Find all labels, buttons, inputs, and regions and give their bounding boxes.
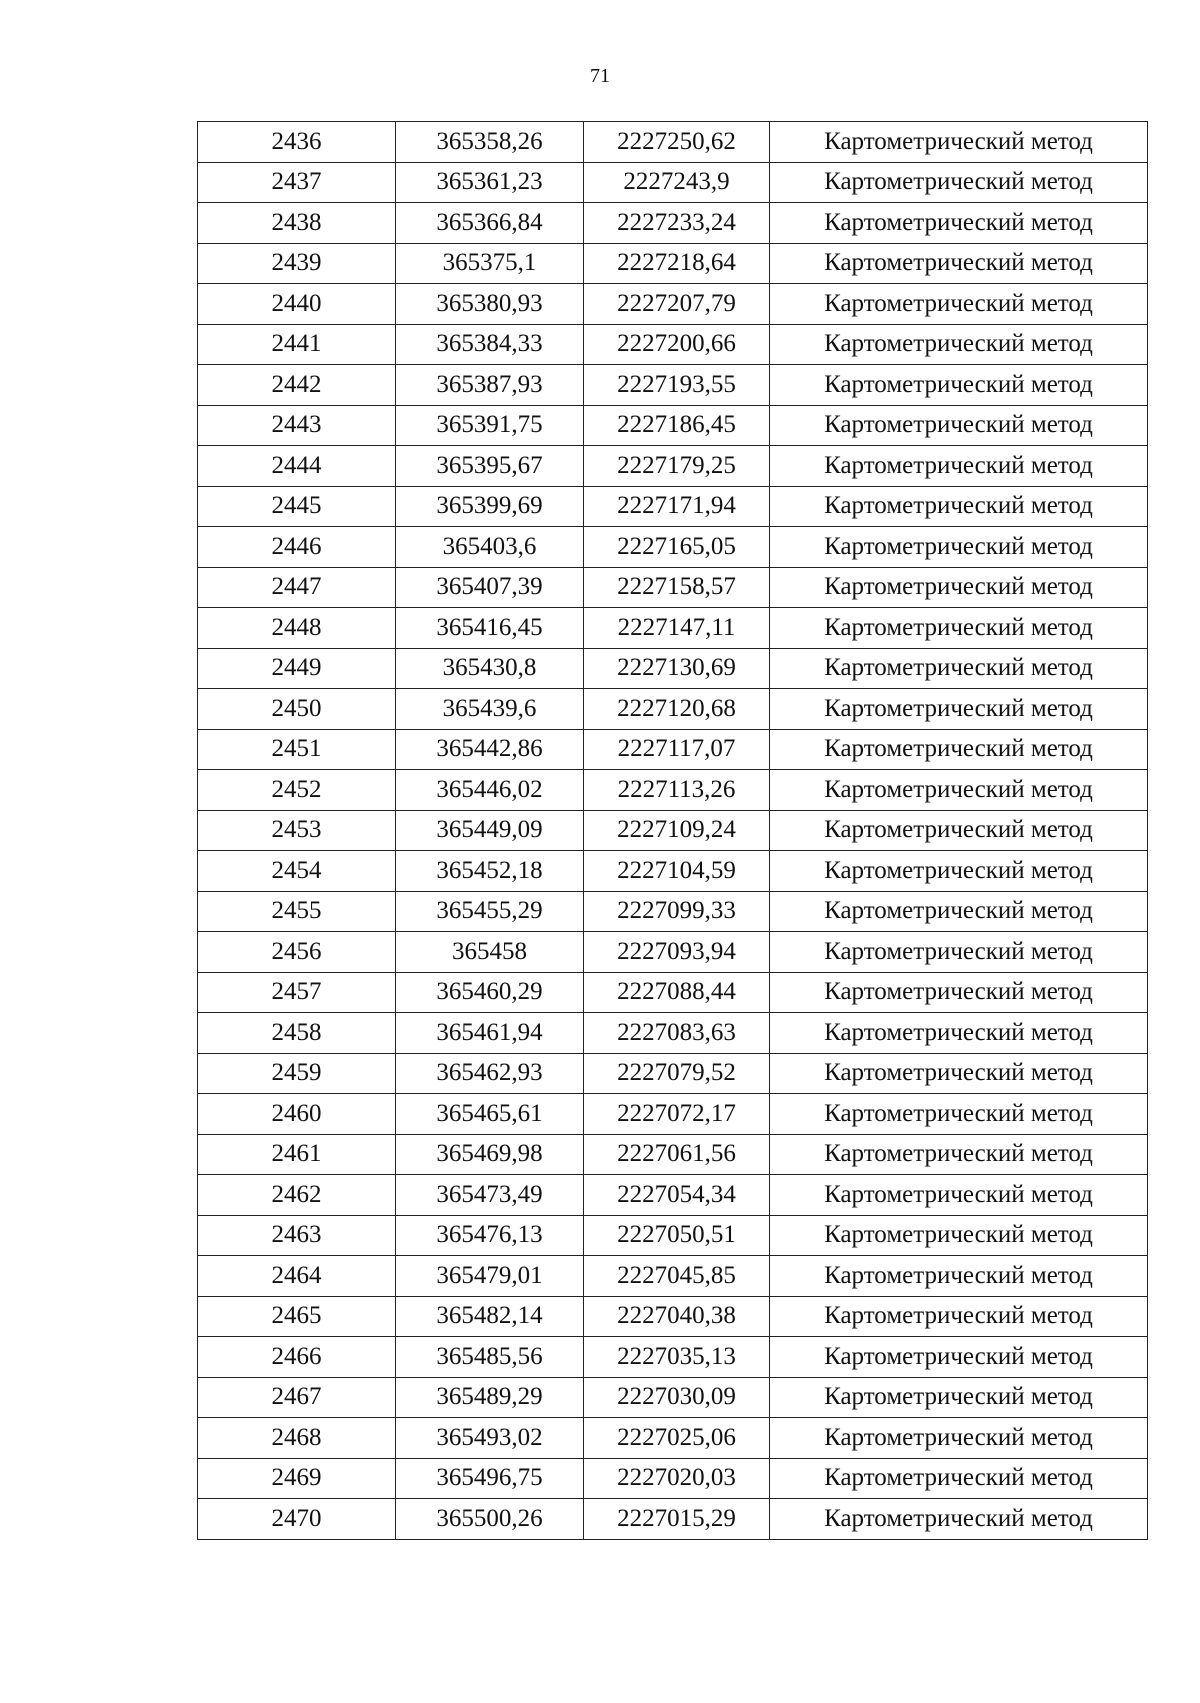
y-coordinate-cell: 2227104,59 (584, 851, 770, 892)
table-row (198, 1053, 1148, 1094)
table-row (198, 284, 1148, 325)
method-cell: Картометрический метод (770, 608, 1148, 649)
y-coordinate-cell: 2227040,38 (584, 1296, 770, 1337)
table-row (198, 932, 1148, 973)
method-cell: Картометрический метод (770, 365, 1148, 406)
y-coordinate-cell: 2227186,45 (584, 405, 770, 446)
x-coordinate-cell: 365358,26 (396, 122, 584, 163)
table-row (198, 527, 1148, 568)
y-coordinate-cell: 2227099,33 (584, 891, 770, 932)
table-row (198, 891, 1148, 932)
y-coordinate-cell: 2227158,57 (584, 567, 770, 608)
table-row (198, 770, 1148, 811)
y-coordinate-cell: 2227193,55 (584, 365, 770, 406)
method-cell: Картометрический метод (770, 122, 1148, 163)
point-number-cell: 2437 (198, 162, 396, 203)
table-row (198, 1418, 1148, 1459)
table-row (198, 243, 1148, 284)
page-number: 71 (590, 65, 610, 87)
y-coordinate-cell: 2227243,9 (584, 162, 770, 203)
x-coordinate-cell: 365380,93 (396, 284, 584, 325)
table-row (198, 1499, 1148, 1540)
y-coordinate-cell: 2227030,09 (584, 1377, 770, 1418)
table-row (198, 648, 1148, 689)
x-coordinate-cell: 365361,23 (396, 162, 584, 203)
point-number-cell: 2451 (198, 729, 396, 770)
x-coordinate-cell: 365452,18 (396, 851, 584, 892)
y-coordinate-cell: 2227083,63 (584, 1013, 770, 1054)
y-coordinate-cell: 2227218,64 (584, 243, 770, 284)
y-coordinate-cell: 2227113,26 (584, 770, 770, 811)
point-number-cell: 2463 (198, 1215, 396, 1256)
point-number-cell: 2450 (198, 689, 396, 730)
method-cell: Картометрический метод (770, 689, 1148, 730)
x-coordinate-cell: 365399,69 (396, 486, 584, 527)
method-cell: Картометрический метод (770, 486, 1148, 527)
method-cell: Картометрический метод (770, 1458, 1148, 1499)
y-coordinate-cell: 2227109,24 (584, 810, 770, 851)
method-cell: Картометрический метод (770, 1053, 1148, 1094)
method-cell: Картометрический метод (770, 324, 1148, 365)
point-number-cell: 2470 (198, 1499, 396, 1540)
method-cell: Картометрический метод (770, 284, 1148, 325)
point-number-cell: 2468 (198, 1418, 396, 1459)
x-coordinate-cell: 365462,93 (396, 1053, 584, 1094)
method-cell: Картометрический метод (770, 1175, 1148, 1216)
y-coordinate-cell: 2227120,68 (584, 689, 770, 730)
y-coordinate-cell: 2227200,66 (584, 324, 770, 365)
point-number-cell: 2436 (198, 122, 396, 163)
x-coordinate-cell: 365391,75 (396, 405, 584, 446)
y-coordinate-cell: 2227072,17 (584, 1094, 770, 1135)
method-cell: Картометрический метод (770, 243, 1148, 284)
x-coordinate-cell: 365387,93 (396, 365, 584, 406)
method-cell: Картометрический метод (770, 1215, 1148, 1256)
table-row (198, 1296, 1148, 1337)
point-number-cell: 2457 (198, 972, 396, 1013)
table-row (198, 1458, 1148, 1499)
x-coordinate-cell: 365458 (396, 932, 584, 973)
method-cell: Картометрический метод (770, 972, 1148, 1013)
x-coordinate-cell: 365455,29 (396, 891, 584, 932)
point-number-cell: 2442 (198, 365, 396, 406)
table-row (198, 162, 1148, 203)
x-coordinate-cell: 365366,84 (396, 203, 584, 244)
point-number-cell: 2455 (198, 891, 396, 932)
table-row (198, 729, 1148, 770)
point-number-cell: 2461 (198, 1134, 396, 1175)
y-coordinate-cell: 2227088,44 (584, 972, 770, 1013)
point-number-cell: 2456 (198, 932, 396, 973)
y-coordinate-cell: 2227061,56 (584, 1134, 770, 1175)
table-row (198, 972, 1148, 1013)
point-number-cell: 2452 (198, 770, 396, 811)
coordinates-table-body (198, 122, 1148, 1540)
x-coordinate-cell: 365407,39 (396, 567, 584, 608)
table-row (198, 203, 1148, 244)
x-coordinate-cell: 365461,94 (396, 1013, 584, 1054)
method-cell: Картометрический метод (770, 1296, 1148, 1337)
table-row (198, 608, 1148, 649)
point-number-cell: 2458 (198, 1013, 396, 1054)
table-row (198, 1337, 1148, 1378)
point-number-cell: 2462 (198, 1175, 396, 1216)
point-number-cell: 2446 (198, 527, 396, 568)
x-coordinate-cell: 365489,29 (396, 1377, 584, 1418)
x-coordinate-cell: 365375,1 (396, 243, 584, 284)
y-coordinate-cell: 2227093,94 (584, 932, 770, 973)
coordinates-table (197, 121, 1148, 1540)
x-coordinate-cell: 365403,6 (396, 527, 584, 568)
point-number-cell: 2445 (198, 486, 396, 527)
method-cell: Картометрический метод (770, 851, 1148, 892)
x-coordinate-cell: 365384,33 (396, 324, 584, 365)
table-row (198, 1134, 1148, 1175)
x-coordinate-cell: 365496,75 (396, 1458, 584, 1499)
point-number-cell: 2465 (198, 1296, 396, 1337)
table-row (198, 689, 1148, 730)
y-coordinate-cell: 2227179,25 (584, 446, 770, 487)
y-coordinate-cell: 2227250,62 (584, 122, 770, 163)
method-cell: Картометрический метод (770, 1134, 1148, 1175)
y-coordinate-cell: 2227015,29 (584, 1499, 770, 1540)
method-cell: Картометрический метод (770, 1337, 1148, 1378)
table-row (198, 1377, 1148, 1418)
y-coordinate-cell: 2227035,13 (584, 1337, 770, 1378)
table-row (198, 1215, 1148, 1256)
point-number-cell: 2441 (198, 324, 396, 365)
x-coordinate-cell: 365485,56 (396, 1337, 584, 1378)
method-cell: Картометрический метод (770, 162, 1148, 203)
table-row (198, 851, 1148, 892)
x-coordinate-cell: 365439,6 (396, 689, 584, 730)
method-cell: Картометрический метод (770, 1418, 1148, 1459)
x-coordinate-cell: 365473,49 (396, 1175, 584, 1216)
table-row (198, 446, 1148, 487)
y-coordinate-cell: 2227054,34 (584, 1175, 770, 1216)
method-cell: Картометрический метод (770, 203, 1148, 244)
table-row (198, 405, 1148, 446)
point-number-cell: 2448 (198, 608, 396, 649)
table-row (198, 122, 1148, 163)
method-cell: Картометрический метод (770, 567, 1148, 608)
x-coordinate-cell: 365465,61 (396, 1094, 584, 1135)
x-coordinate-cell: 365416,45 (396, 608, 584, 649)
x-coordinate-cell: 365476,13 (396, 1215, 584, 1256)
y-coordinate-cell: 2227020,03 (584, 1458, 770, 1499)
x-coordinate-cell: 365460,29 (396, 972, 584, 1013)
method-cell: Картометрический метод (770, 405, 1148, 446)
point-number-cell: 2444 (198, 446, 396, 487)
method-cell: Картометрический метод (770, 810, 1148, 851)
method-cell: Картометрический метод (770, 446, 1148, 487)
x-coordinate-cell: 365430,8 (396, 648, 584, 689)
y-coordinate-cell: 2227045,85 (584, 1256, 770, 1297)
table-row (198, 1013, 1148, 1054)
method-cell: Картометрический метод (770, 729, 1148, 770)
method-cell: Картометрический метод (770, 527, 1148, 568)
method-cell: Картометрический метод (770, 891, 1148, 932)
method-cell: Картометрический метод (770, 1094, 1148, 1135)
y-coordinate-cell: 2227171,94 (584, 486, 770, 527)
point-number-cell: 2460 (198, 1094, 396, 1135)
table-row (198, 567, 1148, 608)
x-coordinate-cell: 365500,26 (396, 1499, 584, 1540)
x-coordinate-cell: 365482,14 (396, 1296, 584, 1337)
y-coordinate-cell: 2227050,51 (584, 1215, 770, 1256)
point-number-cell: 2449 (198, 648, 396, 689)
point-number-cell: 2439 (198, 243, 396, 284)
table-row (198, 810, 1148, 851)
x-coordinate-cell: 365479,01 (396, 1256, 584, 1297)
x-coordinate-cell: 365442,86 (396, 729, 584, 770)
point-number-cell: 2447 (198, 567, 396, 608)
point-number-cell: 2438 (198, 203, 396, 244)
method-cell: Картометрический метод (770, 648, 1148, 689)
point-number-cell: 2453 (198, 810, 396, 851)
x-coordinate-cell: 365446,02 (396, 770, 584, 811)
point-number-cell: 2459 (198, 1053, 396, 1094)
table-row (198, 365, 1148, 406)
point-number-cell: 2440 (198, 284, 396, 325)
method-cell: Картометрический метод (770, 770, 1148, 811)
y-coordinate-cell: 2227025,06 (584, 1418, 770, 1459)
method-cell: Картометрический метод (770, 1013, 1148, 1054)
method-cell: Картометрический метод (770, 1499, 1148, 1540)
x-coordinate-cell: 365395,67 (396, 446, 584, 487)
method-cell: Картометрический метод (770, 1256, 1148, 1297)
table-row (198, 324, 1148, 365)
method-cell: Картометрический метод (770, 1377, 1148, 1418)
x-coordinate-cell: 365469,98 (396, 1134, 584, 1175)
point-number-cell: 2454 (198, 851, 396, 892)
point-number-cell: 2464 (198, 1256, 396, 1297)
table-row (198, 1175, 1148, 1216)
point-number-cell: 2467 (198, 1377, 396, 1418)
y-coordinate-cell: 2227130,69 (584, 648, 770, 689)
point-number-cell: 2469 (198, 1458, 396, 1499)
y-coordinate-cell: 2227117,07 (584, 729, 770, 770)
table-row (198, 486, 1148, 527)
y-coordinate-cell: 2227233,24 (584, 203, 770, 244)
x-coordinate-cell: 365493,02 (396, 1418, 584, 1459)
point-number-cell: 2466 (198, 1337, 396, 1378)
point-number-cell: 2443 (198, 405, 396, 446)
method-cell: Картометрический метод (770, 932, 1148, 973)
y-coordinate-cell: 2227079,52 (584, 1053, 770, 1094)
y-coordinate-cell: 2227165,05 (584, 527, 770, 568)
y-coordinate-cell: 2227147,11 (584, 608, 770, 649)
table-row (198, 1256, 1148, 1297)
table-row (198, 1094, 1148, 1135)
y-coordinate-cell: 2227207,79 (584, 284, 770, 325)
x-coordinate-cell: 365449,09 (396, 810, 584, 851)
